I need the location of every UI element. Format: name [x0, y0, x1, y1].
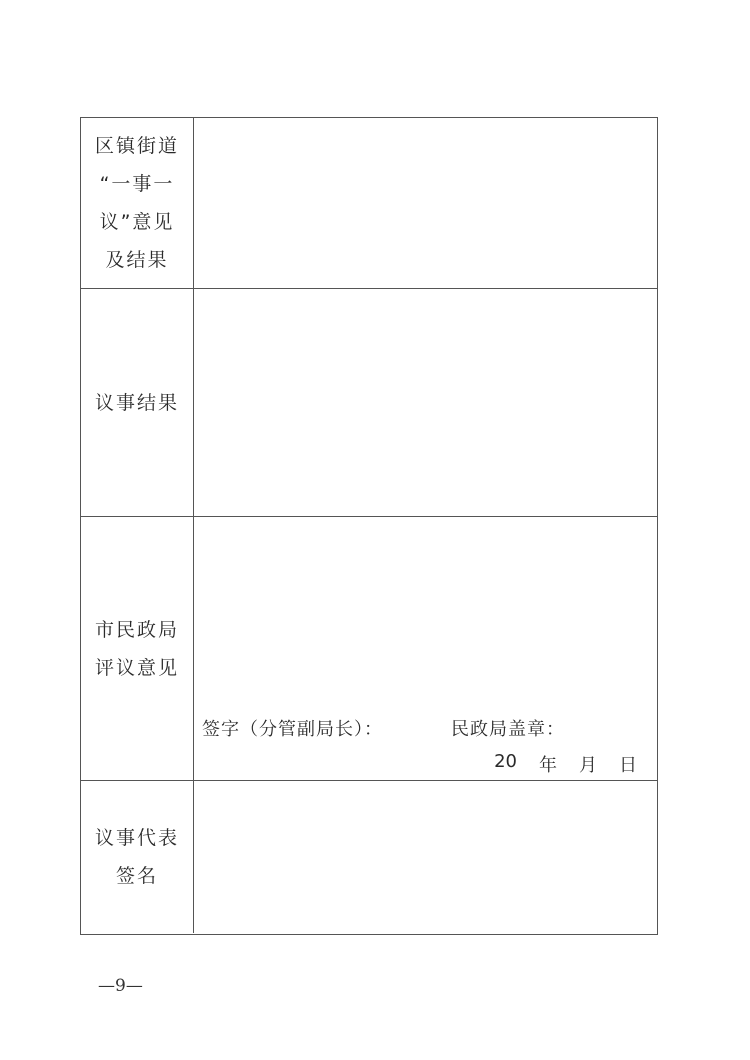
label-line: “一事一 [99, 173, 175, 195]
row-civil-affairs-review [81, 516, 657, 780]
label-line: 签名 [115, 865, 158, 887]
label-cell-civil-affairs-review [81, 517, 194, 780]
date-day-unit: 日 [619, 755, 637, 776]
date-year: 20 [494, 751, 517, 772]
label-cell-representative-signatures [81, 781, 194, 933]
label-cell-discussion-result [81, 289, 194, 516]
label-cell-town-opinion [81, 118, 194, 288]
form-table [80, 117, 658, 935]
label-line: 议”意见 [99, 211, 175, 233]
label-line: 议事代表 [94, 827, 179, 849]
label-line: 区镇街道 [94, 135, 179, 157]
content-cell-town-opinion[interactable] [194, 118, 657, 288]
label-line: 评议意见 [94, 656, 179, 679]
label-line: 及结果 [105, 249, 169, 271]
date-month-unit: 月 [579, 755, 597, 776]
row-town-opinion [81, 118, 657, 288]
seal-label: 民政局盖章： [451, 719, 565, 740]
label-line: 议事结果 [94, 391, 179, 414]
content-cell-civil-affairs-review[interactable] [194, 517, 657, 780]
label-line: 市民政局 [94, 618, 179, 641]
page-number: —9— [98, 976, 143, 996]
row-discussion-result [81, 288, 657, 516]
content-cell-representative-signatures[interactable] [194, 781, 657, 933]
date-line [494, 751, 637, 777]
date-year-unit: 年 [539, 755, 557, 776]
signature-label: 签字（分管副局长）： [202, 719, 383, 740]
row-representative-signatures [81, 780, 657, 933]
content-cell-discussion-result[interactable] [194, 289, 657, 516]
